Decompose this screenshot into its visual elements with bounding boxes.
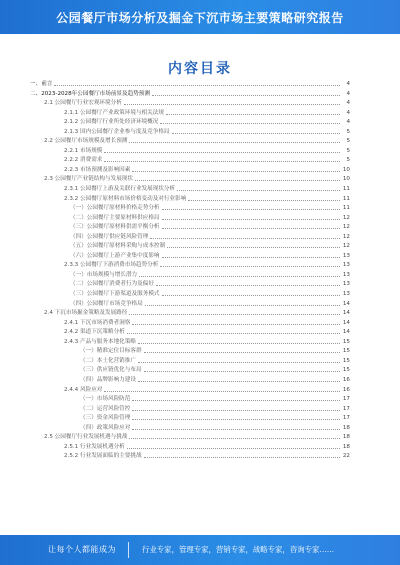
toc-entry[interactable] [30,195,350,205]
toc-entry-page: 4 [346,81,350,87]
toc-leader-dots [104,161,340,162]
toc-leader-dots [162,228,340,229]
toc-entry[interactable] [30,405,350,415]
toc-entry-page: 10 [342,176,350,183]
toc-leader-dots [144,457,340,458]
toc-entry-title: 2.3.1 公园餐厅上游及关联行业发展现状分析 [64,186,176,193]
toc-heading: 内容目录 [168,61,232,77]
toc-entry[interactable] [30,414,350,424]
footer-divider [128,542,129,558]
toc-entry[interactable] [30,433,350,443]
toc-entry-title: 2.2 公园餐厅市场规模及增长预测 [44,138,128,145]
toc-entry[interactable] [30,443,350,453]
toc-entry[interactable] [30,357,350,367]
toc-entry-page: 13 [342,262,350,269]
toc-leader-dots [138,343,340,344]
toc-entry-title: 2.4.4 风险应对 [64,386,103,393]
footer-banner [0,535,400,565]
toc-leader-dots [166,114,340,115]
toc-entry-page: 15 [342,338,350,345]
toc-entry[interactable] [30,128,350,138]
toc-leader-dots [129,142,340,143]
toc-entry[interactable] [30,271,350,281]
toc-entry[interactable] [30,137,350,147]
toc-leader-dots [135,180,340,181]
toc-entry-page: 12 [342,224,350,231]
toc-leader-dots [162,209,340,210]
toc-entry-title: （六）公园餐厅上游产业集中度影响 [70,252,160,259]
toc-entry[interactable] [30,309,350,319]
toc-entry-page: 10 [342,166,350,173]
toc-entry-title: 二、2023-2028年公园餐厅市场前景及趋势预测 [30,90,150,97]
toc-entry-title: 2.1.1 公园餐厅产业政策环境与相关法规 [64,109,164,116]
report-title: 公园餐厅市场分析及掘金下沉市场主要策略研究报告 [56,11,344,25]
toc-entry[interactable] [30,386,350,396]
toc-entry-title: （一）市场风险防范 [80,396,131,403]
toc-entry-page: 13 [342,281,350,288]
toc-leader-dots [144,352,340,353]
toc-leader-dots [127,333,340,334]
toc-entry[interactable] [30,99,350,109]
toc-entry-title: 2.5.2 行业发展面临的主要挑战 [64,453,142,460]
toc-entry-page: 4 [346,109,350,116]
toc-entry-title: 2.2.1 市场规模 [64,147,103,154]
toc-leader-dots [138,362,340,363]
toc-entry-page: 17 [342,396,350,403]
toc-entry[interactable] [30,156,350,166]
toc-entry-page: 13 [342,271,350,278]
toc-entry-page: 14 [342,329,350,336]
toc-entry-title: 2.1 公园餐厅行业宏观环境分析 [44,100,122,107]
toc-entry-title: （二）运营风险管控 [80,405,131,412]
toc-entry[interactable] [30,338,350,348]
toc-leader-dots [104,152,340,153]
toc-entry-title: 2.4.3 产品与服务本地化策略 [64,338,136,345]
toc-leader-dots [139,276,340,277]
toc-entry[interactable] [30,166,350,176]
toc-entry[interactable] [30,300,350,310]
toc-entry-page: 14 [342,300,350,307]
toc-entry[interactable] [30,280,350,290]
toc-leader-dots [172,133,340,134]
toc-entry-title: （四）公园餐厅市场竞争格局 [70,300,143,307]
toc-entry-title: （五）公园餐厅原材料采购与成本控制 [70,243,166,250]
toc-leader-dots [162,257,340,258]
toc-entry-title: （四）品牌影响力建设 [80,376,136,383]
toc-entry-title: 2.3.2 公园餐厅原材料市场价格变动及对行业影响 [64,195,187,202]
toc-leader-dots [132,429,340,430]
toc-entry-title: （三）供应链优化与布局 [80,367,142,374]
toc-entry[interactable] [30,147,350,157]
toc-entry[interactable] [30,223,350,233]
toc-entry-title: 2.2.2 消费需求 [64,157,103,164]
toc-entry[interactable] [30,252,350,262]
toc-entry-title: 2.4.2 渠道下沉策略分析 [64,329,125,336]
toc-leader-dots [129,438,340,439]
toc-entry-page: 14 [342,319,350,326]
toc-entry-page: 22 [342,453,350,460]
toc-entry-page: 15 [342,367,350,374]
toc-leader-dots [160,266,340,267]
toc-entry-page: 5 [346,157,350,164]
toc-leader-dots [138,381,340,382]
toc-leader-dots [144,371,340,372]
toc-entry-title: （一）精准定位目标客群 [80,348,142,355]
toc-entry-page: 5 [346,128,350,135]
toc-entry[interactable] [30,109,350,119]
toc-leader-dots [54,85,340,86]
toc-leader-dots [132,400,340,401]
toc-entry-title: 2.4.1 下沉市场消费者洞察 [64,319,131,326]
toc-entry-page: 15 [342,348,350,355]
toc-entry-page: 16 [342,386,350,393]
toc-leader-dots [188,200,340,201]
toc-entry-page: 18 [342,424,350,431]
toc-entry-page: 16 [342,376,350,383]
toc-entry[interactable] [30,80,350,90]
toc-leader-dots [156,285,340,286]
toc-entry-title: （四）公园餐厅供应链风险管理 [70,233,149,240]
toc-entry-page: 12 [342,243,350,250]
toc-leader-dots [132,324,340,325]
toc-entry-page: 18 [342,434,350,441]
toc-entry-page: 15 [342,357,350,364]
toc-entry-title: （一）市场规模与增长潜力 [70,271,138,278]
toc-entry[interactable] [30,347,350,357]
toc-leader-dots [162,219,340,220]
toc-entry-page: 5 [346,138,350,145]
footer-tagline: 行业专家，管理专家，营销专家，战略专家，咨询专家…… [142,545,335,554]
toc-entry-title: 2.3 公园餐厅产业链结构与发展现状 [44,176,133,183]
toc-entry[interactable] [30,366,350,376]
toc-leader-dots [132,410,340,411]
toc-entry[interactable] [30,376,350,386]
toc-leader-dots [132,171,340,172]
toc-leader-dots [127,448,340,449]
toc-entry-title: 2.2.3 市场预测及影响因素 [64,166,131,173]
toc-entry-page: 17 [342,415,350,422]
toc-leader-dots [162,295,340,296]
toc-leader-dots [145,305,340,306]
toc-entry-page: 13 [342,252,350,259]
toc-entry-title: （二）公园餐厅消费者行为及偏好 [70,281,154,288]
toc-entry-title: （三）资金风险管理 [80,415,131,422]
toc-entry[interactable] [30,290,350,300]
toc-entry-page: 4 [346,100,350,107]
toc-entry-page: 11 [342,205,350,212]
toc-entry-title: 2.3.3 公园餐厅下游消费市场趋势分析 [64,262,159,269]
toc-entry-page: 4 [346,119,350,126]
toc-entry-title: （一）公园餐厅原材料价格走势分析 [70,205,160,212]
footer-slogan: 让每个人都能成为 [48,545,116,554]
toc-entry-title: 一、前言 [30,81,53,87]
toc-entry-page: 12 [342,233,350,240]
toc-entry-page: 12 [342,214,350,221]
toc-entry-title: 2.1.2 公园餐厅行业所处经济环境概况 [64,119,159,126]
toc-entry-title: （三）公园餐厅原材料供需平衡分析 [70,224,160,231]
toc-entry[interactable] [30,319,350,329]
toc-entry[interactable] [30,261,350,271]
toc-entry-page: 18 [342,443,350,450]
toc-leader-dots [160,123,340,124]
toc-entry[interactable] [30,328,350,338]
toc-entry-page: 17 [342,405,350,412]
toc-entry[interactable] [30,242,350,252]
toc-entry[interactable] [30,424,350,434]
toc-entry-title: 2.5.1 行业发展机遇分析 [64,443,125,450]
toc-entry-page: 13 [342,291,350,298]
toc-entry[interactable] [30,204,350,214]
toc-leader-dots [152,95,340,96]
toc-entry[interactable] [30,233,350,243]
table-of-contents [30,80,350,520]
toc-entry-page: 11 [342,186,350,193]
toc-leader-dots [167,247,340,248]
toc-entry[interactable] [30,118,350,128]
toc-leader-dots [177,190,340,191]
toc-entry-title: （三）公园餐厅下游渠道及服务模式 [70,291,160,298]
toc-entry-title: 2.1.3 国内公园餐厅企业参与度及竞争格局 [64,128,170,135]
toc-leader-dots [124,104,340,105]
toc-entry-title: 2.5 公园餐厅行业发展机遇与挑战 [44,434,128,441]
toc-entry-title: （二）本土化营销推广 [80,357,136,364]
toc-entry-title: （四）政策风险应对 [80,424,131,431]
toc-leader-dots [104,391,340,392]
toc-entry[interactable] [30,395,350,405]
toc-entry-title: 2.4 下沉市场掘金策略及发展路径 [44,310,128,317]
toc-entry-page: 11 [342,195,350,202]
toc-entry[interactable] [30,185,350,195]
toc-entry-title: （二）公园餐厅主要原材料供应格局 [70,214,160,221]
header-banner [0,0,400,34]
toc-entry[interactable] [30,452,350,462]
toc-entry[interactable] [30,90,350,100]
toc-entry[interactable] [30,214,350,224]
toc-entry-page: 5 [346,147,350,154]
toc-leader-dots [132,419,340,420]
toc-leader-dots [150,238,340,239]
toc-leader-dots [129,314,340,315]
toc-entry[interactable] [30,175,350,185]
toc-entry-page: 4 [346,90,350,97]
toc-entry-page: 14 [342,310,350,317]
